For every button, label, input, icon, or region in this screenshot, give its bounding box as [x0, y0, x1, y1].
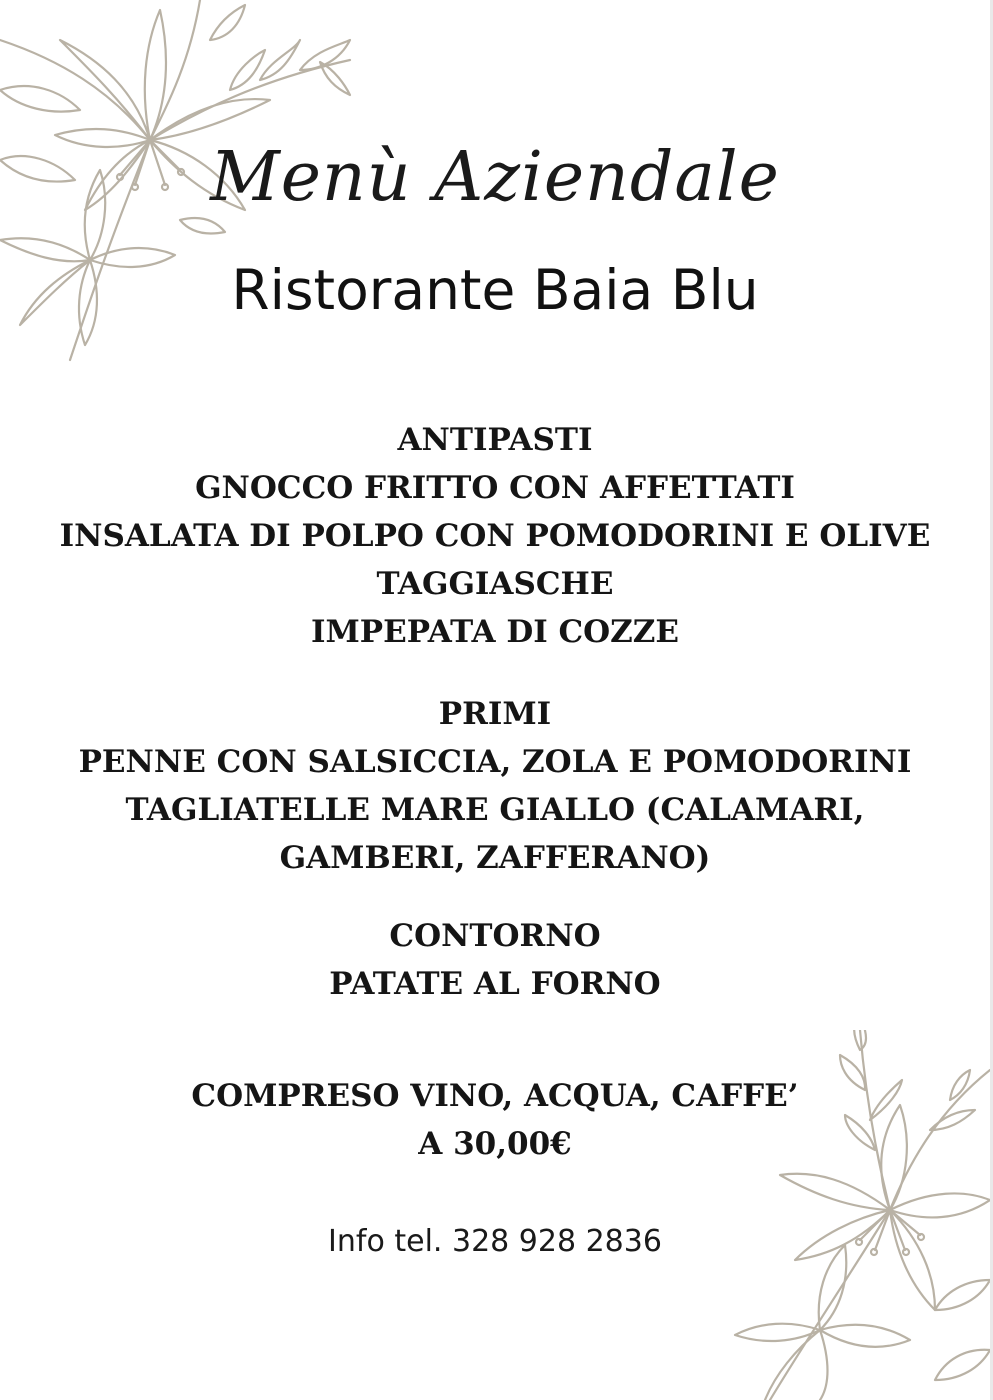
price-section	[40, 1072, 950, 1168]
contact-info: Info tel. 328 928 2836	[328, 1224, 662, 1259]
menu-title: Menù Aziendale	[210, 138, 780, 217]
included-note: COMPRESO VINO, ACQUA, CAFFE’	[191, 1078, 799, 1114]
menu-item: PENNE CON SALSICCIA, ZOLA E POMODORINI	[78, 744, 912, 780]
menu-item: TAGGIASCHE	[376, 566, 614, 602]
section-primi	[40, 690, 950, 882]
price: A 30,00€	[418, 1126, 572, 1162]
menu-item: IMPEPATA DI COZZE	[310, 614, 680, 650]
section-heading: PRIMI	[438, 696, 552, 732]
section-antipasti	[40, 416, 950, 656]
menu-item: GNOCCO FRITTO CON AFFETTATI	[195, 470, 795, 506]
menu-item: GAMBERI, ZAFFERANO)	[279, 840, 711, 876]
menu-item: TAGLIATELLE MARE GIALLO (CALAMARI,	[125, 792, 865, 828]
section-contorno	[40, 912, 950, 1008]
menu-item: PATATE AL FORNO	[329, 966, 661, 1002]
menu-item: INSALATA DI POLPO CON POMODORINI E OLIVE	[59, 518, 931, 554]
section-heading: CONTORNO	[389, 918, 601, 954]
restaurant-name: Ristorante Baia Blu	[231, 258, 759, 322]
section-heading: ANTIPASTI	[397, 422, 593, 458]
